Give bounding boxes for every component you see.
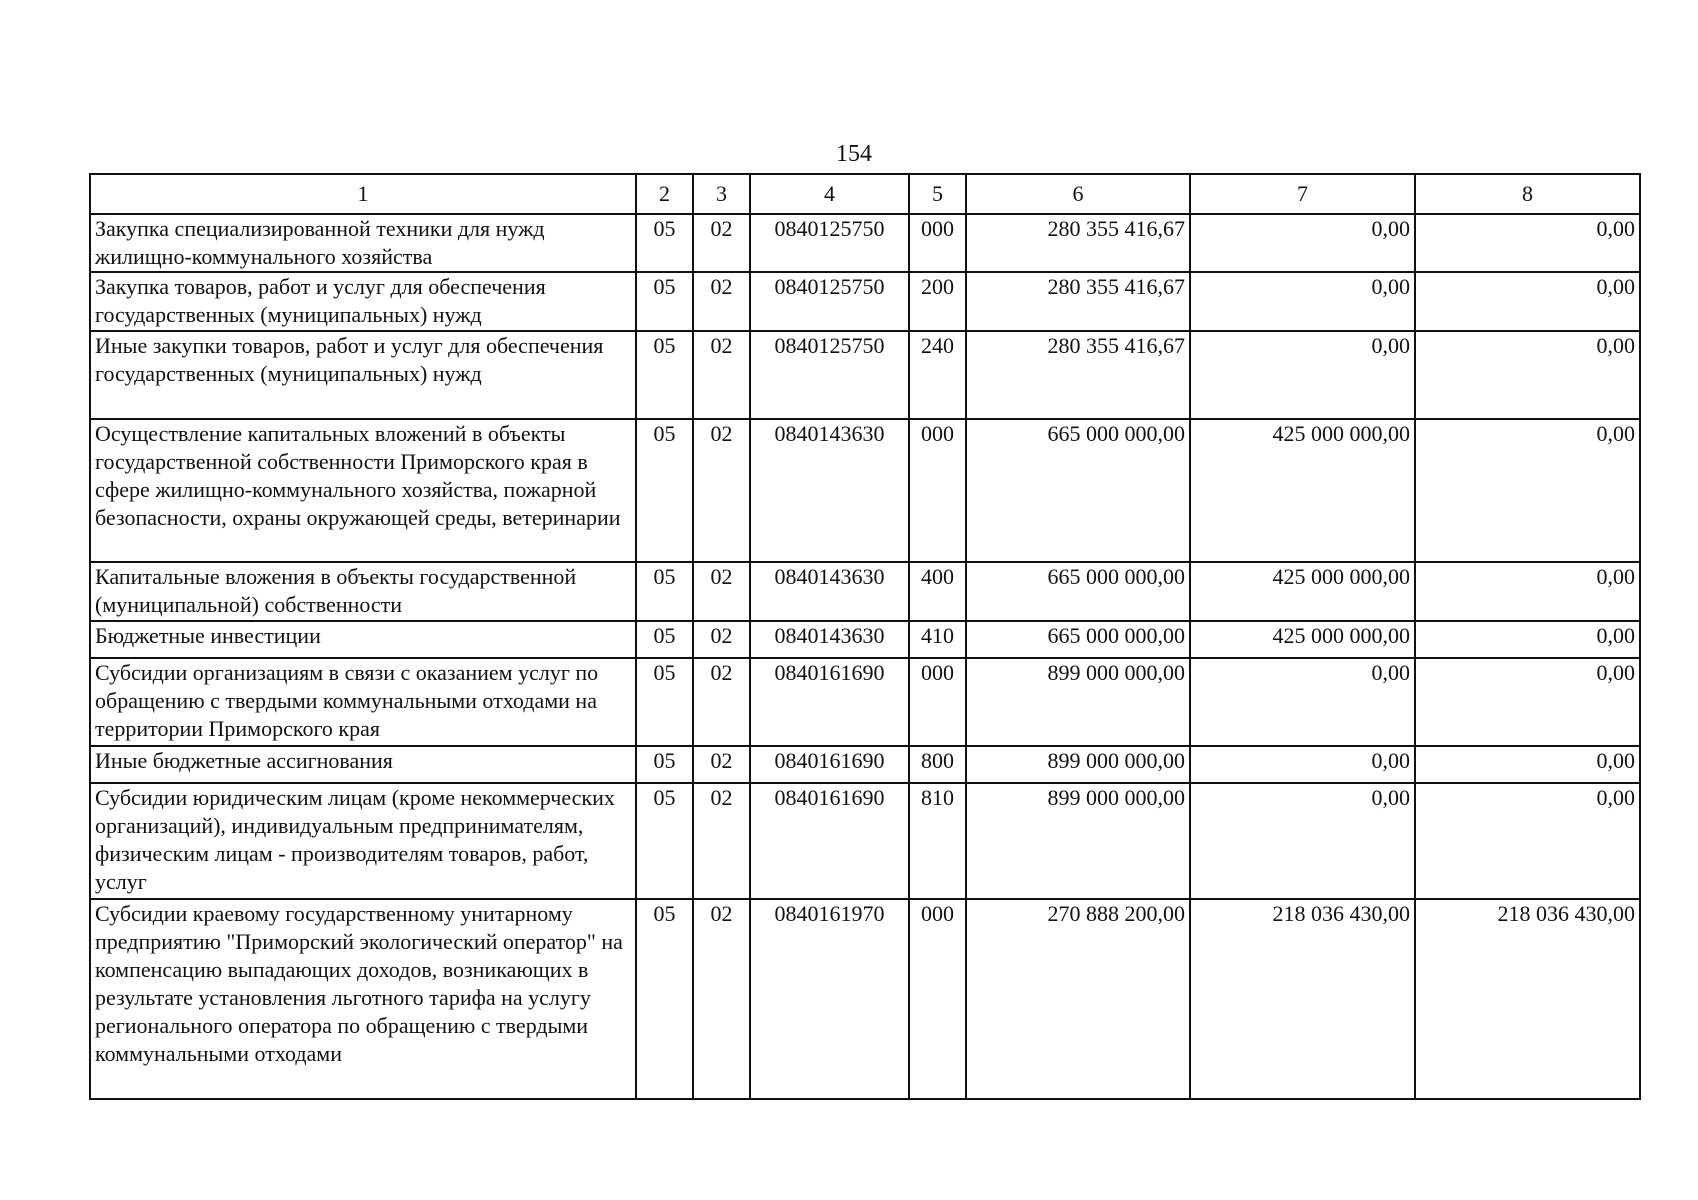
subsection-code: 02: [693, 214, 750, 272]
amount-col8: 0,00: [1415, 331, 1640, 419]
target-article-code: 0840161690: [750, 746, 909, 783]
subsection-code: 02: [693, 746, 750, 783]
subsection-code: 02: [693, 419, 750, 562]
expense-type-code: 000: [909, 419, 966, 562]
amount-col8: 0,00: [1415, 746, 1640, 783]
table-row: [90, 272, 1640, 331]
row-name: Иные закупки товаров, работ и услуг для обеспечения государственных (муниципальных) нужд: [90, 331, 636, 419]
target-article-code: 0840161690: [750, 658, 909, 746]
amount-col6: 280 355 416,67: [966, 331, 1190, 419]
budget-table: [89, 173, 1641, 1100]
amount-col8: 0,00: [1415, 214, 1640, 272]
amount-col6: 899 000 000,00: [966, 658, 1190, 746]
target-article-code: 0840143630: [750, 419, 909, 562]
amount-col7: 425 000 000,00: [1190, 562, 1415, 621]
amount-col6: 280 355 416,67: [966, 272, 1190, 331]
column-header: 2: [636, 174, 693, 214]
amount-col6: 665 000 000,00: [966, 562, 1190, 621]
table-row: [90, 783, 1640, 899]
expense-type-code: 240: [909, 331, 966, 419]
amount-col7: 0,00: [1190, 272, 1415, 331]
amount-col8: 218 036 430,00: [1415, 899, 1640, 1099]
amount-col6: 899 000 000,00: [966, 783, 1190, 899]
section-code: 05: [636, 746, 693, 783]
row-name: Субсидии юридическим лицам (кроме некоммерческих организаций), индивидуальным предпринимателям, физическим лицам - производителям товаров, работ, услуг: [90, 783, 636, 899]
amount-col6: 280 355 416,67: [966, 214, 1190, 272]
section-code: 05: [636, 658, 693, 746]
expense-type-code: 400: [909, 562, 966, 621]
subsection-code: 02: [693, 783, 750, 899]
row-name: Бюджетные инвестиции: [90, 621, 636, 658]
column-header: 5: [909, 174, 966, 214]
header-row: [90, 174, 1640, 214]
target-article-code: 0840143630: [750, 562, 909, 621]
row-name: Закупка товаров, работ и услуг для обеспечения государственных (муниципальных) нужд: [90, 272, 636, 331]
table-row: [90, 899, 1640, 1099]
expense-type-code: 200: [909, 272, 966, 331]
amount-col8: 0,00: [1415, 272, 1640, 331]
row-name: Закупка специализированной техники для нужд жилищно-коммунального хозяйства: [90, 214, 636, 272]
section-code: 05: [636, 419, 693, 562]
amount-col6: 270 888 200,00: [966, 899, 1190, 1099]
subsection-code: 02: [693, 331, 750, 419]
amount-col7: 0,00: [1190, 214, 1415, 272]
table-row: [90, 746, 1640, 783]
subsection-code: 02: [693, 621, 750, 658]
page-number: 154: [836, 141, 872, 167]
amount-col7: 425 000 000,00: [1190, 621, 1415, 658]
amount-col7: 0,00: [1190, 658, 1415, 746]
table-row: [90, 562, 1640, 621]
target-article-code: 0840125750: [750, 214, 909, 272]
section-code: 05: [636, 562, 693, 621]
row-name: Капитальные вложения в объекты государственной (муниципальной) собственности: [90, 562, 636, 621]
section-code: 05: [636, 783, 693, 899]
expense-type-code: 000: [909, 899, 966, 1099]
section-code: 05: [636, 331, 693, 419]
target-article-code: 0840125750: [750, 331, 909, 419]
amount-col7: 0,00: [1190, 783, 1415, 899]
row-name: Иные бюджетные ассигнования: [90, 746, 636, 783]
section-code: 05: [636, 272, 693, 331]
expense-type-code: 410: [909, 621, 966, 658]
table-row: [90, 419, 1640, 562]
column-header: 3: [693, 174, 750, 214]
expense-type-code: 000: [909, 214, 966, 272]
column-header: 6: [966, 174, 1190, 214]
table-row: [90, 331, 1640, 419]
table-row: [90, 214, 1640, 272]
target-article-code: 0840161690: [750, 783, 909, 899]
expense-type-code: 000: [909, 658, 966, 746]
section-code: 05: [636, 621, 693, 658]
amount-col8: 0,00: [1415, 562, 1640, 621]
section-code: 05: [636, 899, 693, 1099]
column-header: 7: [1190, 174, 1415, 214]
subsection-code: 02: [693, 562, 750, 621]
subsection-code: 02: [693, 658, 750, 746]
amount-col8: 0,00: [1415, 658, 1640, 746]
amount-col7: 0,00: [1190, 331, 1415, 419]
amount-col8: 0,00: [1415, 783, 1640, 899]
amount-col8: 0,00: [1415, 621, 1640, 658]
column-header: 1: [90, 174, 636, 214]
expense-type-code: 810: [909, 783, 966, 899]
amount-col8: 0,00: [1415, 419, 1640, 562]
row-name: Осуществление капитальных вложений в объекты государственной собственности Приморского края в сфере жилищно-коммунального хозяйства, пожарной безопасности, охраны окружающей среды, ветеринарии: [90, 419, 636, 562]
amount-col7: 425 000 000,00: [1190, 419, 1415, 562]
row-name: Субсидии организациям в связи с оказанием услуг по обращению с твердыми коммунальными отходами на территории Приморского края: [90, 658, 636, 746]
target-article-code: 0840161970: [750, 899, 909, 1099]
table-row: [90, 658, 1640, 746]
column-header: 8: [1415, 174, 1640, 214]
row-name: Субсидии краевому государственному унитарному предприятию "Приморский экологический оператор" на компенсацию выпадающих доходов, возникающих в результате установления льготного тарифа на услугу регионального оператора по обращению с твердыми коммунальными отходами: [90, 899, 636, 1099]
table-row: [90, 621, 1640, 658]
section-code: 05: [636, 214, 693, 272]
column-header: 4: [750, 174, 909, 214]
amount-col6: 665 000 000,00: [966, 621, 1190, 658]
amount-col7: 218 036 430,00: [1190, 899, 1415, 1099]
target-article-code: 0840125750: [750, 272, 909, 331]
amount-col7: 0,00: [1190, 746, 1415, 783]
expense-type-code: 800: [909, 746, 966, 783]
target-article-code: 0840143630: [750, 621, 909, 658]
amount-col6: 665 000 000,00: [966, 419, 1190, 562]
subsection-code: 02: [693, 272, 750, 331]
subsection-code: 02: [693, 899, 750, 1099]
amount-col6: 899 000 000,00: [966, 746, 1190, 783]
